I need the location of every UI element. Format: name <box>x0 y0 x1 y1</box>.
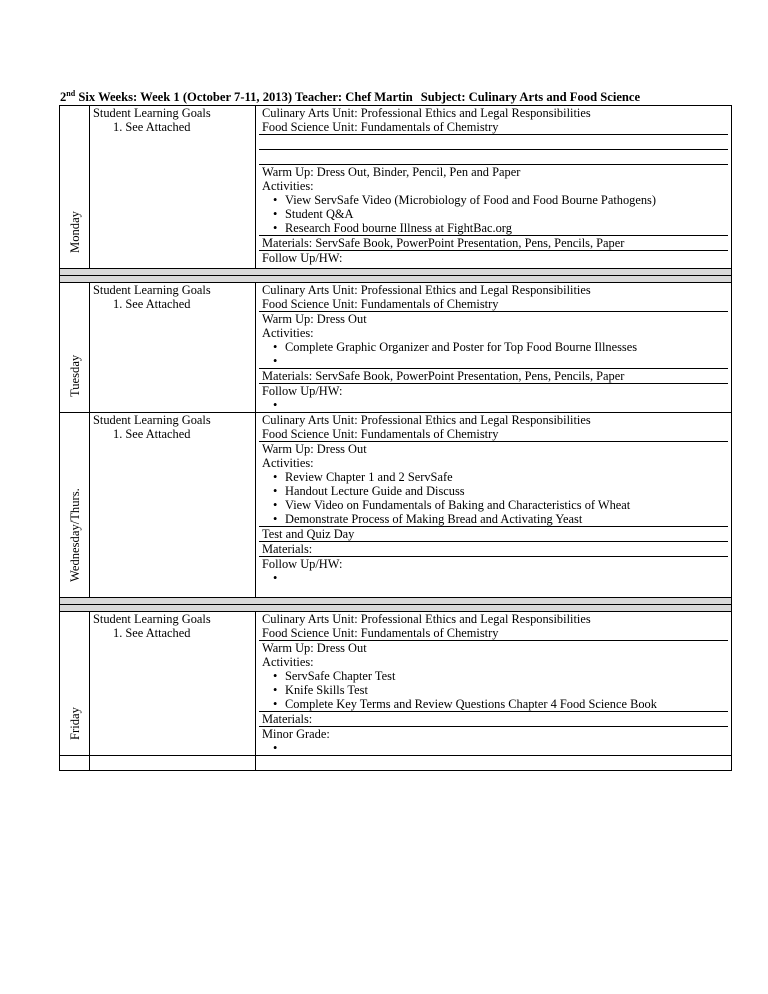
content-line: Follow Up/HW: <box>262 251 343 265</box>
lesson-plan-table <box>59 105 732 771</box>
content-line: Warm Up: Dress Out, Binder, Pencil, Pen and Paper <box>262 165 521 179</box>
row-separator <box>60 269 732 276</box>
header-title: Six Weeks: Week 1 (October 7-11, 2013) Teacher: Chef Martin <box>75 90 413 104</box>
activity-text: View ServSafe Video (Microbiology of Food and Food Bourne Pathogens) <box>285 193 656 207</box>
content-line: Materials: ServSafe Book, PowerPoint Presentation, Pens, Pencils, Paper <box>259 236 728 251</box>
empty-line <box>259 150 728 165</box>
content-line: Culinary Arts Unit: Professional Ethics and Legal Responsibilities <box>262 612 591 626</box>
activity-bullet-item <box>259 741 728 755</box>
day-row <box>60 413 732 598</box>
activity-bullet-item <box>259 193 728 207</box>
bullet-icon: • <box>273 669 278 683</box>
content-line: Warm Up: Dress Out <box>262 641 367 655</box>
content-line: Activities: <box>262 326 314 340</box>
day-row <box>60 106 732 269</box>
page-header <box>60 89 740 105</box>
lesson-content-cell <box>256 283 732 413</box>
activity-bullet-item <box>259 398 728 412</box>
content-line: Warm Up: Dress Out <box>262 442 367 456</box>
lesson-content-cell <box>256 106 732 269</box>
learning-goals-cell <box>90 413 256 598</box>
content-line: Food Science Unit: Fundamentals of Chemistry <box>259 626 728 641</box>
activity-bullet-item <box>259 512 728 527</box>
content-line: Activities: <box>262 655 314 669</box>
learning-goal-item: 1. See Attached <box>113 427 191 441</box>
learning-goals-title: Student Learning Goals <box>93 413 211 427</box>
activity-text: Complete Graphic Organizer and Poster for Top Food Bourne Illnesses <box>285 340 638 354</box>
activity-bullet-item <box>259 669 728 683</box>
content-line: Materials: ServSafe Book, PowerPoint Presentation, Pens, Pencils, Paper <box>259 369 728 384</box>
learning-goals-title: Student Learning Goals <box>93 106 211 120</box>
empty-line <box>259 135 728 150</box>
empty-row <box>60 756 732 771</box>
bullet-icon: • <box>273 512 278 526</box>
content-line: Follow Up/HW: <box>262 384 343 398</box>
activity-bullet-item <box>259 484 728 498</box>
activity-bullet-item <box>259 498 728 512</box>
day-cell: Wednesday/Thurs. <box>60 413 90 598</box>
bullet-icon: • <box>273 571 278 585</box>
bullet-icon: • <box>273 697 278 711</box>
activity-bullet-item <box>259 340 728 354</box>
bullet-icon: • <box>273 193 278 207</box>
activity-text: Review Chapter 1 and 2 ServSafe <box>285 470 453 484</box>
content-line: Materials: <box>259 712 728 727</box>
content-line: Culinary Arts Unit: Professional Ethics and Legal Responsibilities <box>262 106 591 120</box>
learning-goal-item: 1. See Attached <box>113 297 191 311</box>
content-line: Activities: <box>262 456 314 470</box>
bullet-icon: • <box>273 354 278 368</box>
activity-text: Knife Skills Test <box>285 683 368 697</box>
activity-bullet-item <box>259 354 728 369</box>
activity-bullet-item <box>259 683 728 697</box>
content-line: Follow Up/HW: <box>262 557 343 571</box>
activity-bullet-item <box>259 697 728 712</box>
content-line: Warm Up: Dress Out <box>262 312 367 326</box>
row-separator <box>60 605 732 612</box>
content-line: Culinary Arts Unit: Professional Ethics and Legal Responsibilities <box>262 413 591 427</box>
learning-goals-cell <box>90 283 256 413</box>
content-line: Activities: <box>262 179 314 193</box>
lesson-content-cell <box>256 612 732 756</box>
header-ordinal-suffix: nd <box>66 89 76 98</box>
activity-text: Student Q&A <box>285 207 354 221</box>
content-line: Food Science Unit: Fundamentals of Chemistry <box>259 120 728 135</box>
lesson-content-cell <box>256 413 732 598</box>
header-ordinal: 2 <box>60 90 67 104</box>
bullet-icon: • <box>273 741 278 755</box>
activity-text: Research Food bourne Illness at FightBac.org <box>285 221 512 235</box>
day-row <box>60 612 732 756</box>
activity-bullet-item <box>259 571 728 585</box>
bullet-icon: • <box>273 484 278 498</box>
row-separator <box>60 598 732 605</box>
bullet-icon: • <box>273 398 278 412</box>
activity-bullet-item <box>259 470 728 484</box>
bullet-icon: • <box>273 683 278 697</box>
activity-bullet-item <box>259 221 728 236</box>
activity-text: Demonstrate Process of Making Bread and Activating Yeast <box>285 512 583 526</box>
bullet-icon: • <box>273 221 278 235</box>
activity-bullet-item <box>259 207 728 221</box>
bullet-icon: • <box>273 498 278 512</box>
activity-text: View Video on Fundamentals of Baking and Characteristics of Wheat <box>285 498 631 512</box>
content-line: Materials: <box>259 542 728 557</box>
content-line: Food Science Unit: Fundamentals of Chemistry <box>259 427 728 442</box>
day-row <box>60 283 732 413</box>
content-line: Food Science Unit: Fundamentals of Chemistry <box>259 297 728 312</box>
day-cell: Tuesday <box>60 283 90 413</box>
content-line: Culinary Arts Unit: Professional Ethics and Legal Responsibilities <box>262 283 591 297</box>
learning-goals-title: Student Learning Goals <box>93 612 211 626</box>
content-line: Minor Grade: <box>262 727 330 741</box>
bullet-icon: • <box>273 207 278 221</box>
learning-goals-title: Student Learning Goals <box>93 283 211 297</box>
bullet-icon: • <box>273 470 278 484</box>
header-subject: Subject: Culinary Arts and Food Science <box>420 90 641 104</box>
activity-text: ServSafe Chapter Test <box>285 669 396 683</box>
day-cell: Friday <box>60 612 90 756</box>
learning-goals-cell <box>90 106 256 269</box>
bullet-icon: • <box>273 340 278 354</box>
learning-goal-item: 1. See Attached <box>113 626 191 640</box>
activity-text: Handout Lecture Guide and Discuss <box>285 484 465 498</box>
learning-goals-cell <box>90 612 256 756</box>
learning-goal-item: 1. See Attached <box>113 120 191 134</box>
activity-text: Complete Key Terms and Review Questions Chapter 4 Food Science Book <box>285 697 657 711</box>
day-cell: Monday <box>60 106 90 269</box>
content-line: Test and Quiz Day <box>259 527 728 542</box>
row-separator <box>60 276 732 283</box>
